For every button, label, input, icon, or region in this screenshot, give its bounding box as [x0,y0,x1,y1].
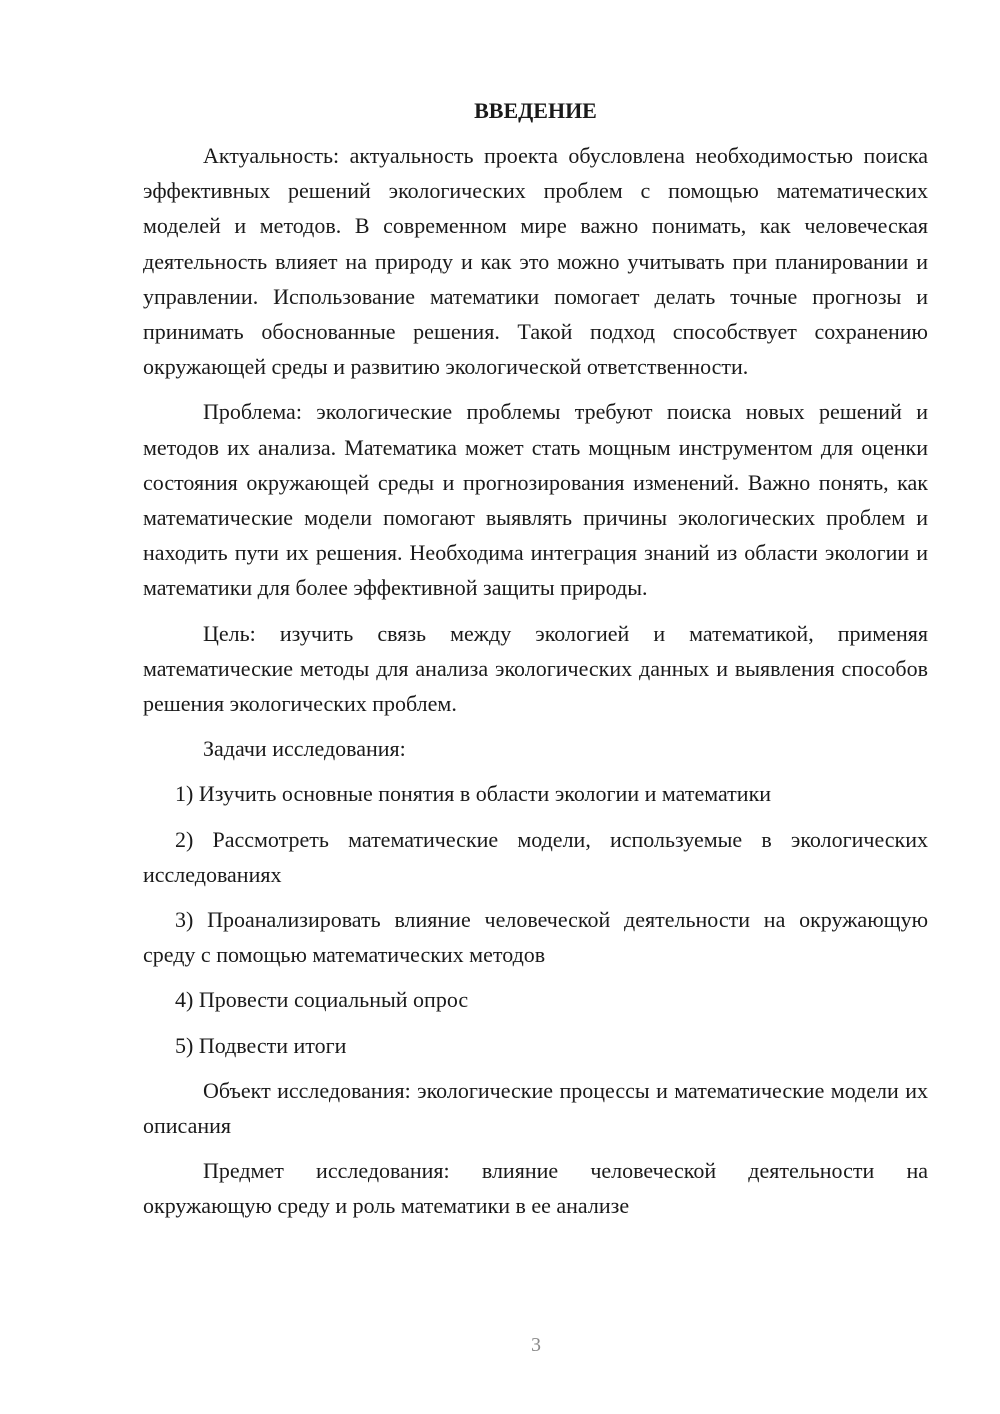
goal-paragraph: Цель: изучить связь между экологией и математикой, применяя математические методы для анализа экологических данных и выявления способов решения экологических проблем. [143,620,928,717]
object-paragraph: Объект исследования: экологические процессы и математические модели их описания [143,1077,928,1139]
page-number: 3 [531,1334,541,1356]
tasks-heading: Задачи исследования: [203,736,406,762]
page-title: ВВЕДЕНИЕ [474,98,597,123]
task-item-2: 2) Рассмотреть математические модели, используемые в экологических исследованиях [143,826,928,887]
page-content [143,93,928,1234]
problem-paragraph: Проблема: экологические проблемы требуют поиска новых решений и методов их анализа. Математика может стать мощным инструментом для оценки состояния окружающей среды и прогнозирования изменений. Важно понять, как математические модели помогают выявлять причины экологических проблем и находить пути их решения. Необходима интеграция знаний из области экологии и математики для более эффективной защиты природы. [143,399,928,601]
task-item-5: 5) Подвести итоги [175,1032,347,1058]
task-item-1: 1) Изучить основные понятия в области экологии и математики [175,781,772,807]
task-item-3: 3) Проанализировать влияние человеческой деятельности на окружающую среду с помощью математических методов [143,907,928,968]
task-item-4: 4) Провести социальный опрос [175,987,469,1013]
subject-paragraph: Предмет исследования: влияние человеческой деятельности на окружающую среду и роль математики в ее анализе [143,1158,928,1219]
relevance-paragraph: Актуальность: актуальность проекта обусловлена необходимостью поиска эффективных решений экологических проблем с помощью математических моделей и методов. В современном мире важно понимать, как человеческая деятельность влияет на природу и как это можно учитывать при планировании и управлении. Использование математики помогает делать точные прогнозы и принимать обоснованные решения. Такой подход способствует сохранению окружающей среды и развитию экологической ответственности. [143,143,928,380]
